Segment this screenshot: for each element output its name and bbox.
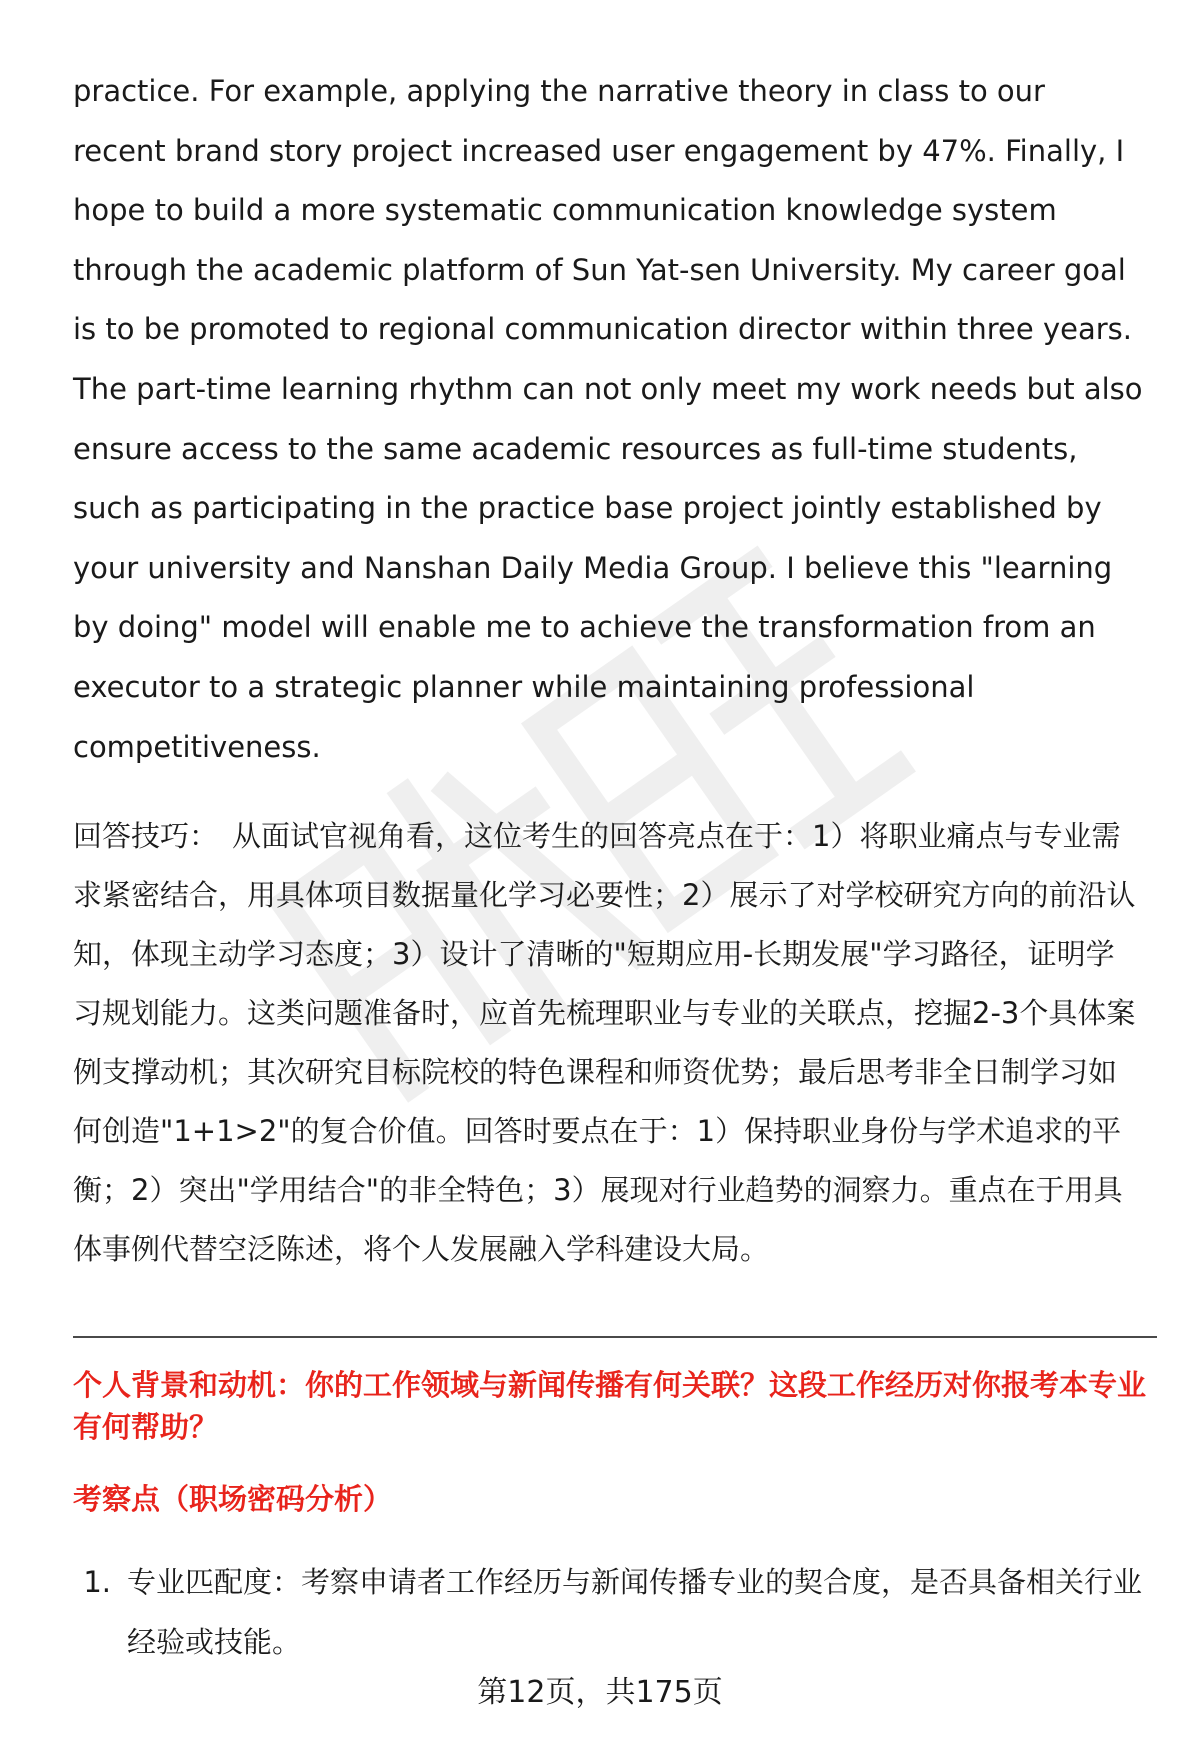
exam-points-list: [73, 1552, 1157, 1672]
english-answer-paragraph: practice. For example, applying the narrative theory in class to our recent brand story project increased user engagement by 47%. Finally, I hope to build a more systematic communication knowledge system through the academic platform of Sun Yat-sen University. My career goal is to be promoted to regional communication director within three years. The part-time learning rhythm can not only meet my work needs but also ensure access to the same academic resources as full-time students, such as participating in the practice base project jointly established by your university and Nanshan Daily Media Group. I believe this "learning by doing" model will enable me to achieve the transformation from an executor to a strategic planner while maintaining professional competitiveness.: [73, 74, 1143, 764]
tips-text: 从面试官视角看，这位考生的回答亮点在于：1）将职业痛点与专业需求紧密结合，用具体项目数据量化学习必要性；2）展示了对学校研究方向的前沿认知，体现主动学习态度；3）设计了清晰的"短期应用-长期发展"学习路径，证明学习规划能力。这类问题准备时，应首先梳理职业与专业的关联点，挖掘2-3个具体案例支撑动机；其次研究目标院校的特色课程和师资优势；最后思考非全日制学习如何创造"1+1>2"的复合价值。回答时要点在于：1）保持职业身份与学术追求的平衡；2）突出"学用结合"的非全特色；3）展现对行业趋势的洞察力。重点在于用具体事例代替空泛陈述，将个人发展融入学科建设大局。: [73, 819, 1136, 1267]
list-item-text: 专业匹配度：考察申请者工作经历与新闻传播专业的契合度，是否具备相关行业经验或技能。: [127, 1565, 1143, 1659]
subheading-exam-points: 考察点（职场密码分析）: [73, 1482, 393, 1516]
list-item-number: 1.: [83, 1565, 111, 1599]
page-number-footer: 第12页，共175页: [477, 1675, 723, 1710]
main-content: [73, 62, 1143, 1279]
list-item: [73, 1552, 1157, 1672]
question-heading: 个人背景和动机：你的工作领域与新闻传播有何关联？这段工作经历对你报考本专业有何帮助？: [73, 1368, 1147, 1444]
answer-tips: [73, 807, 1143, 1279]
tips-label: 回答技巧：: [73, 819, 219, 854]
section-divider: [73, 1336, 1157, 1338]
